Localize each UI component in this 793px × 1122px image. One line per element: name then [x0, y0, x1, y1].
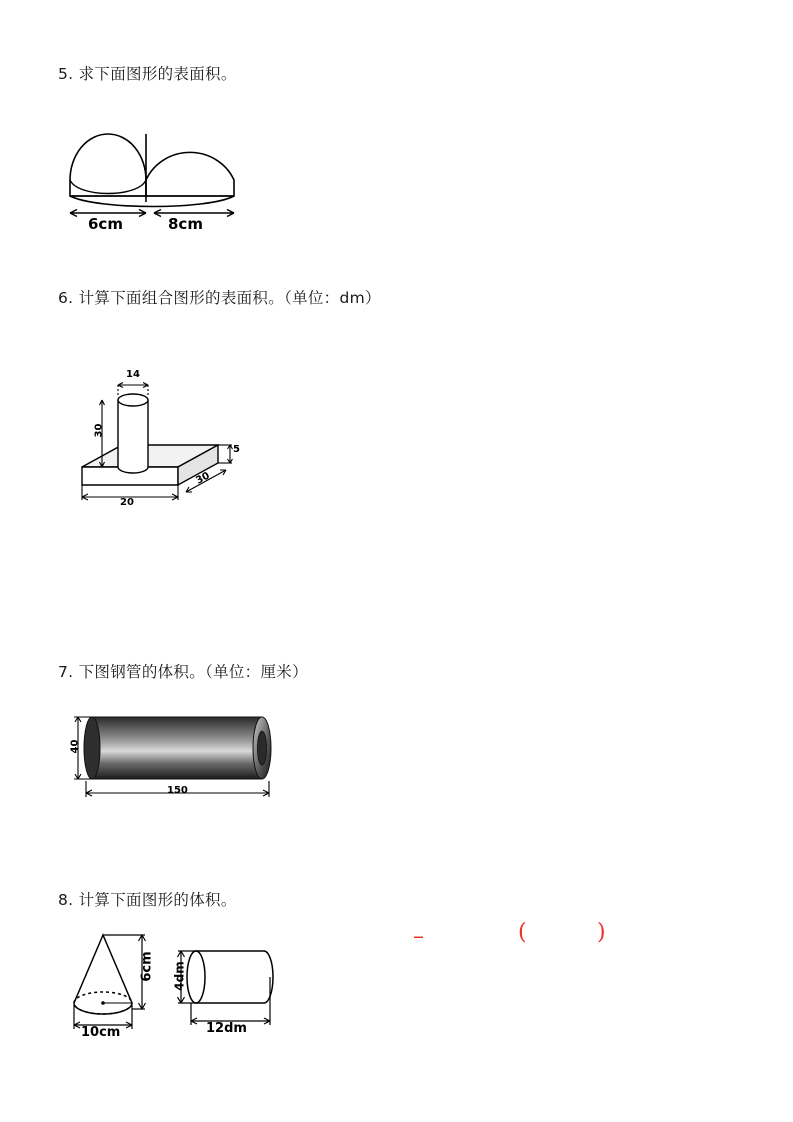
- question-8-text: 8. 计算下面图形的体积。: [58, 891, 237, 909]
- label-cylinder-diameter-8: 4dm: [172, 961, 187, 991]
- red-paren-close: ): [597, 920, 606, 945]
- red-dash-mark: –: [413, 924, 424, 949]
- semicylinder-pair-figure: [58, 118, 258, 238]
- cone-and-cylinder-figure: [58, 925, 298, 1045]
- question-6-text: 6. 计算下面组合图形的表面积。（单位：dm）: [58, 289, 381, 307]
- label-cylinder-height: 30: [93, 423, 105, 438]
- label-cylinder-diameter: 14: [126, 369, 140, 380]
- label-pipe-diameter: 40: [69, 739, 81, 754]
- label-6cm: 6cm: [88, 215, 123, 233]
- cylinder-on-slab-figure: [70, 345, 270, 520]
- question-5-text: 5. 求下面图形的表面积。: [58, 65, 237, 83]
- label-cone-height: 6cm: [139, 951, 155, 982]
- label-8cm: 8cm: [168, 215, 203, 233]
- label-cone-diameter: 10cm: [81, 1025, 121, 1040]
- red-paren-open: (: [518, 920, 527, 945]
- label-slab-thickness: 5: [233, 444, 240, 455]
- steel-pipe-figure: [70, 705, 290, 805]
- question-7-text: 7. 下图钢管的体积。（单位：厘米）: [58, 663, 308, 681]
- label-slab-width: 20: [120, 497, 134, 508]
- label-cylinder-length-8: 12dm: [206, 1021, 247, 1036]
- label-pipe-length: 150: [167, 785, 188, 796]
- label-slab-depth: 30: [194, 470, 212, 487]
